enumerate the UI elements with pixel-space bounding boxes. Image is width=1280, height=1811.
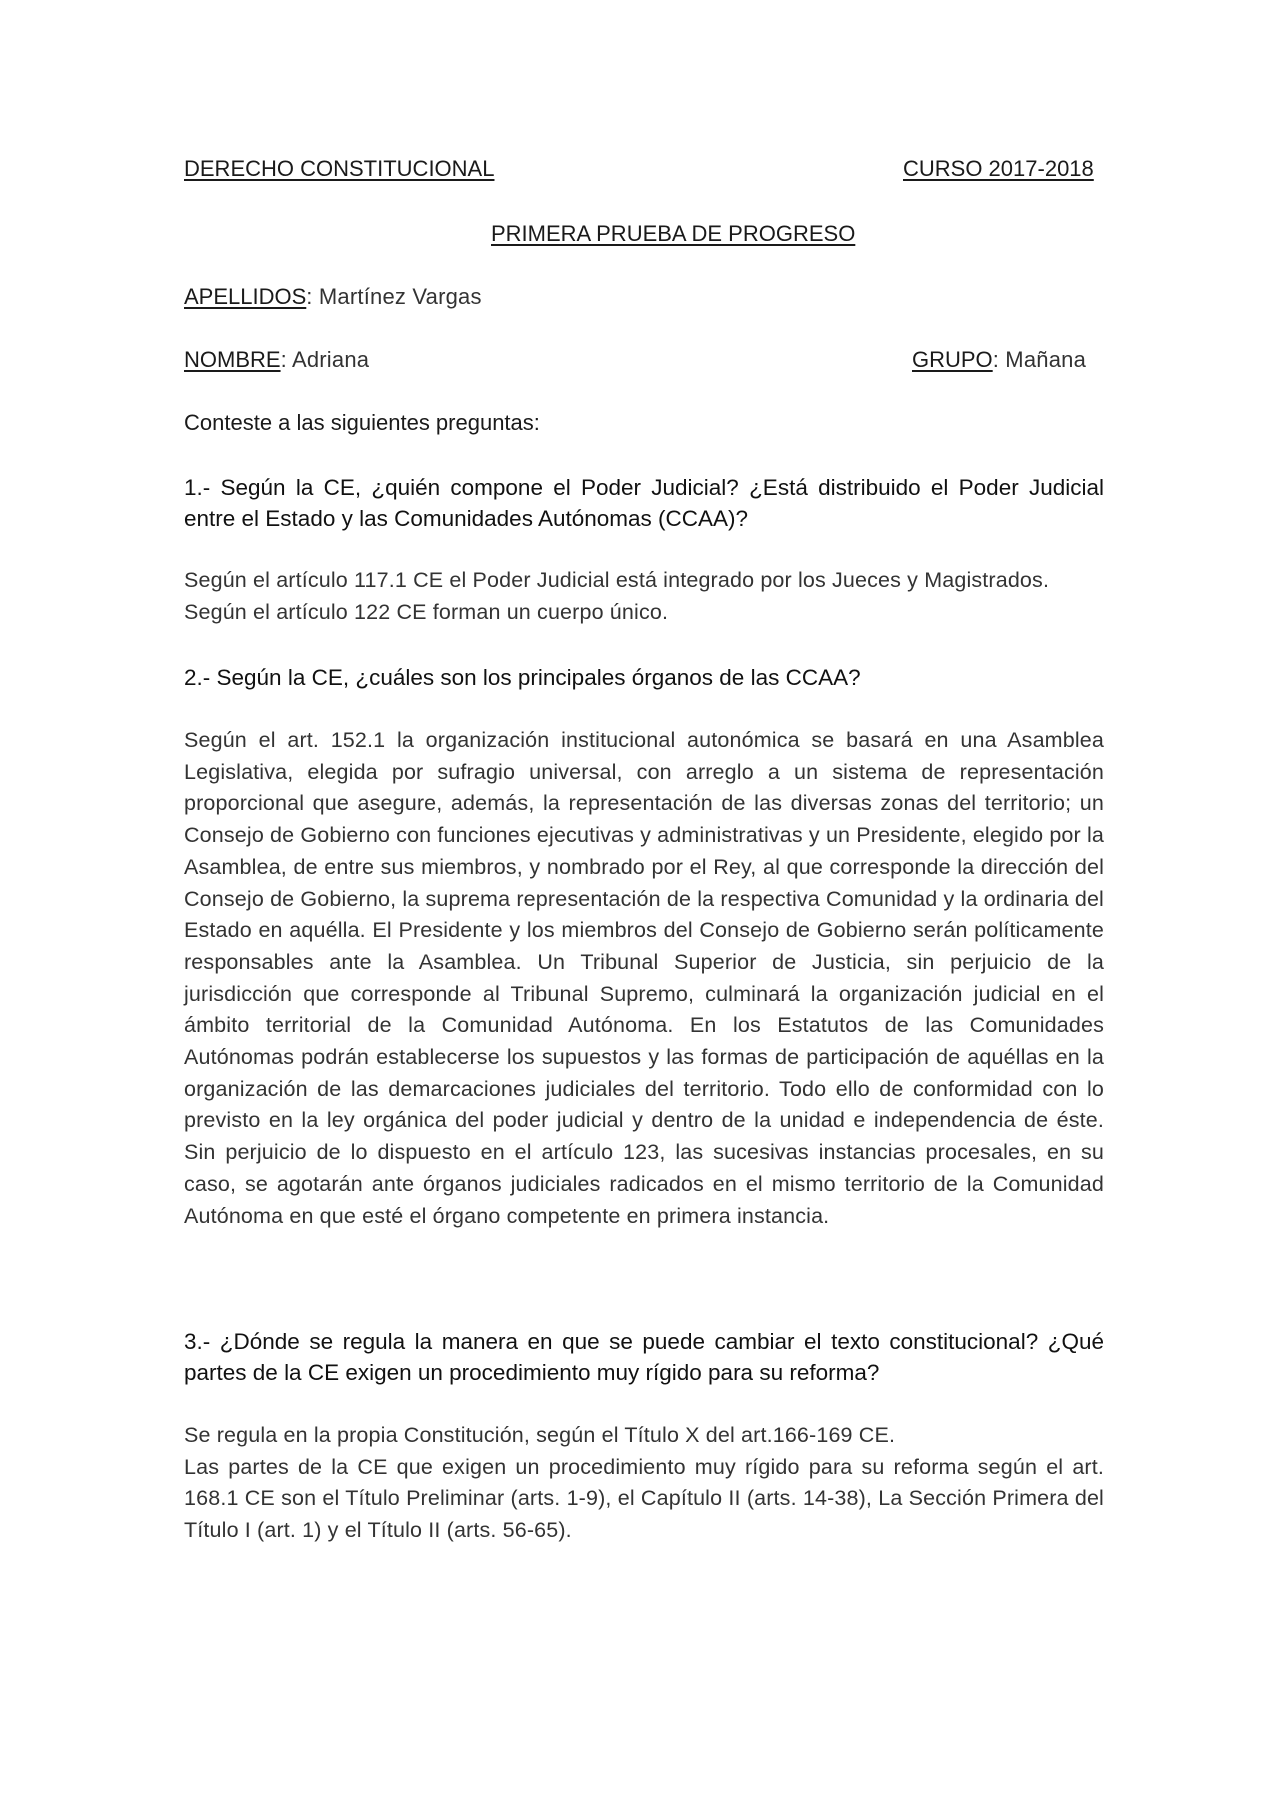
- test-title: PRIMERA PRUEBA DE PROGRESO: [491, 221, 856, 246]
- question-3: 3.- ¿Dónde se regula la manera en que se puede cambiar el texto constitucional? ¿Qué partes de la CE exigen un procedimiento muy rígido para su reforma?: [184, 1329, 1104, 1385]
- answer-2-paragraph: Según el art. 152.1 la organización institucional autonómica se basará en una Asamblea Legislativa, elegida por sufragio universal, con arreglo a un sistema de representación proporcional que asegure, además, la representación de las diversas zonas del territorio; un Consejo de Gobierno con funciones ejecutivas y administrativas y un Presidente, elegido por la Asamblea, de entre sus miembros, y nombrado por el Rey, al que corresponde la dirección del Consejo de Gobierno, la suprema representación de la respectiva Comunidad y la ordinaria del Estado en aquélla. El Presidente y los miembros del Consejo de Gobierno serán políticamente responsables ante la Asamblea. Un Tribunal Superior de Justicia, sin perjuicio de la jurisdicción que corresponde al Tribunal Supremo, culminará la organización judicial en el ámbito territorial de la Comunidad Autónoma. En los Estatutos de las Comunidades Autónomas podrán establecerse los supuestos y las formas de participación de aquéllas en la organización de las demarcaciones judiciales del territorio. Todo ello de conformidad con lo previsto en la ley orgánica del poder judicial y dentro de la unidad e independencia de éste. Sin perjuicio de lo dispuesto en el artículo 123, las sucesivas instancias procesales, en su caso, se agotarán ante órganos judiciales radicados en el mismo territorio de la Comunidad Autónoma en que esté el órgano competente en primera instancia.: [184, 728, 1105, 1228]
- answer-3: [184, 1420, 1104, 1547]
- group-row: [912, 344, 1086, 376]
- answer-3-paragraph: Las partes de la CE que exigen un procedimiento muy rígido para su reforma según el art. 168.1 CE son el Título Preliminar (arts. 1-9), el Capítulo II (arts. 14-38), La Sección Primera del Título I (art. 1) y el Título II (arts. 56-65).: [184, 1454, 1104, 1543]
- instructions: Conteste a las siguientes preguntas:: [184, 410, 540, 435]
- surname-label: APELLIDOS: [184, 284, 307, 309]
- answer-2: [184, 725, 1104, 1232]
- answer-3-paragraph: Se regula en la propia Constitución, según el Título X del art.166-169 CE.: [184, 1423, 896, 1447]
- subject-title: DERECHO CONSTITUCIONAL: [184, 156, 495, 181]
- group-value: : Mañana: [992, 347, 1087, 372]
- name-value: : Adriana: [280, 347, 370, 372]
- name-label: NOMBRE: [184, 347, 281, 372]
- course-year: CURSO 2017-2018: [903, 156, 1094, 181]
- answer-1: [184, 565, 1104, 628]
- surname-value: : Martínez Vargas: [306, 284, 482, 309]
- answer-1-paragraph: Según el artículo 117.1 CE el Poder Judicial está integrado por los Jueces y Magistrados.: [184, 568, 1050, 592]
- question-1: 1.- Según la CE, ¿quién compone el Poder Judicial? ¿Está distribuido el Poder Judicial entre el Estado y las Comunidades Autónomas (CCAA)?: [184, 475, 1104, 531]
- answer-1-paragraph: Según el artículo 122 CE forman un cuerpo único.: [184, 599, 669, 624]
- surname-row: [184, 281, 482, 313]
- name-row: [184, 344, 369, 376]
- question-2: 2.- Según la CE, ¿cuáles son los principales órganos de las CCAA?: [184, 665, 861, 690]
- group-label: GRUPO: [912, 347, 993, 372]
